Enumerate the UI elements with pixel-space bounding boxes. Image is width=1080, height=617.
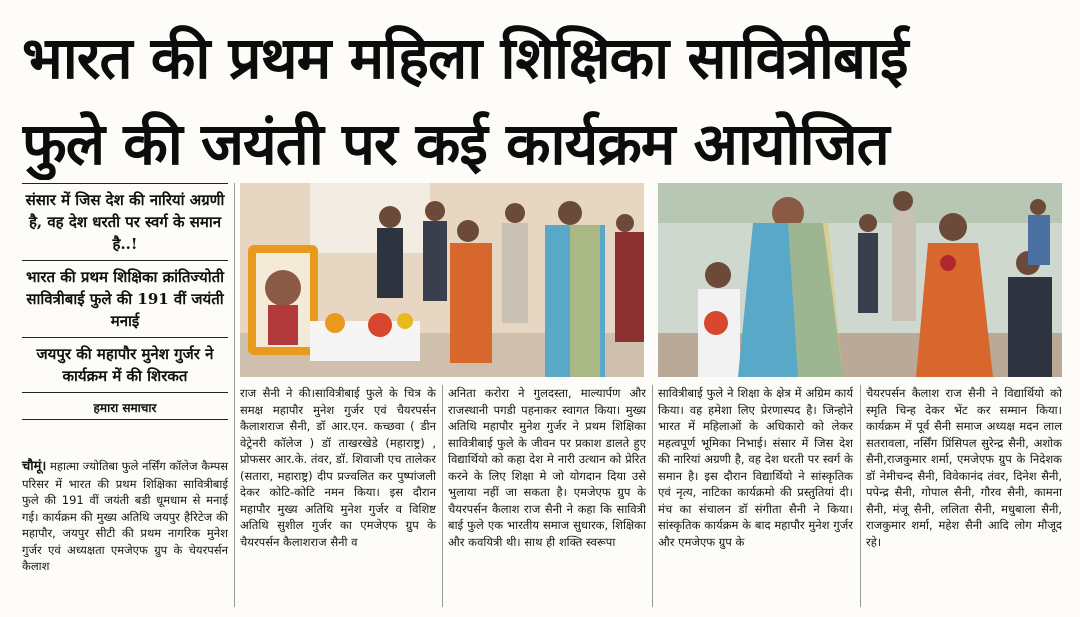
- headline-line-2: फुले की जयंती पर कई कार्यक्रम आयोजित: [22, 110, 889, 178]
- article-column-2: राज सैनी ने की।सावित्रीबाई फुले के चित्र के समक्ष महापौर मुनेश गुर्जर एवं चैयरपर्सन कैलाशराज सैनी, डॉ आर.एन. कच्छवा ( डीन वेट्रेनरी कॉलेज ) डॉ ताखरखेडे (महाराष्ट्र) , प्रोफसर आर.के. तंवर, डॉ. शिवाजी एच तालेकर (सतारा, महाराष्ट्र) दीप प्रज्वलित कर पुष्पांजली देकर कोटि-कोटि नमन किया। इस दौरान महापौर मुख्य अतिथि मुनेश गुर्जर व विशिष्ट अतिथि सुशील गुर्जर का एमजेएफ ग्रुप के चैयरपर्सन कैलाशराज सैनी व: [240, 386, 436, 549]
- photo-floral-tribute: [240, 183, 644, 377]
- article-column-4: सावित्रीबाई फुले ने शिक्षा के क्षेत्र में अग्रिम कार्य किया। वह हमेशा लिए प्रेरणास्पद है। जिन्होने भारत में महिलाओं के अधिकारो को लेकर महत्वपूर्ण भूमिका निभाई। संसार में जिस देश की नारियां अग्रणी है, वह देश धरती पर स्वर्ग के समान है। इस दौरान विद्यार्थियो ने सांस्कृतिक एवं नृत्य, नाटिका कार्यक्रमो की प्रस्तुतियां दी। मंच का संचालन डॉ संगीता सैनी ने किया। सांस्कृतिक कार्यक्रम के बाद महापौर मुनेश गुर्जर और एमजेएफ ग्रुप के: [658, 386, 853, 549]
- article-column-1: [22, 458, 228, 575]
- headline-line-1: भारत की प्रथम महिला शिक्षिका सावित्रीबाई: [22, 24, 908, 92]
- article-column-5: चैयरपर्सन कैलाश राज सैनी ने विद्यार्थियो को स्मृति चिन्ह देकर भेंट कर सम्मान किया। कार्यक्रम में पूर्व सैनी समाज अध्यक्ष मदन लाल सतरावला, नर्सिंग प्रिंसिपल सुरेन्द्र सैनी, अशोक सैनी,राजकुमार शर्मा, एमजेएफ ग्रुप के निदेशक डॉ नेमीचन्द सैनी, विवेकानंद तंवर, दिनेश सैनी, पपेन्द्र सैनी, गोपाल सैनी, गौरव सैनी, कामना सैनी, मंजू सैनी, ललिता सैनी, मधुबाला सैनी, राजकुमार शर्मा, महेश सैनी आदि लोग मौजूद रहे।: [866, 386, 1062, 549]
- column-rule: [652, 385, 653, 607]
- sidebar-quote: संसार में जिस देश की नारियां अग्रणी है, वह देश धरती पर स्वर्ग के समान है..!: [22, 183, 228, 261]
- photo-felicitation-image: [658, 183, 1062, 377]
- photo-felicitation: [658, 183, 1062, 377]
- byline: हमारा समाचार: [22, 393, 228, 420]
- photo-floral-tribute-image: [240, 183, 644, 377]
- sidebar: [22, 183, 228, 420]
- column-rule: [234, 183, 235, 607]
- sidebar-subhead-mayor: जयपुर की महापौर मुनेश गुर्जर ने कार्यक्रम में की शिरकत: [22, 338, 228, 393]
- article-column-1-text: महात्मा ज्योतिबा फुले नर्सिंग कॉलेज कैम्पस परिसर में भारत की प्रथम शिक्षिका सावित्रीबाई फुले की 191 वीं जयंती बडी धूमधाम से मनाई गई। कार्यक्रम की मुख्य अतिथि जयपुर हैरिटेज की महापौर, जयपुर सीटी की प्रथम नागरिक मुनेश गुर्जर एवं अध्यक्षता एमजेएफ ग्रुप के चेयरपर्सन कैलाश: [22, 459, 228, 573]
- dateline: चौमूं।: [22, 459, 47, 474]
- column-rule: [860, 385, 861, 607]
- column-rule: [442, 385, 443, 607]
- article-column-3: अनिता करोरा ने गुलदस्ता, माल्यार्पण और राजस्थानी पगडी पहनाकर स्वागत किया। मुख्य अतिथि महापौर मुनेश गुर्जर ने प्रथम शिक्षिका सावित्रीबाई फुले के जीवन पर प्रकाश डालते हुए विद्यार्थियो को कहा देश मे नारी उत्थान को प्रेरित करने के लिए शिक्षा मे जो योगदान दिया उसे भुलाया नहीं जा सकता है। एमजेएफ ग्रुप के चैयरपर्सन कैलाश राज सैनी ने कहा कि सावित्री बाई फुले एक भारतीय समाज सुधारक, शिक्षिका और कवयित्री थी। साथ ही शक्ति स्वरूपा: [448, 386, 646, 549]
- sidebar-subhead-jayanti: भारत की प्रथम शिक्षिका क्रांतिज्योती सावित्रीबाई फुले की 191 वीं जयंती मनाई: [22, 261, 228, 338]
